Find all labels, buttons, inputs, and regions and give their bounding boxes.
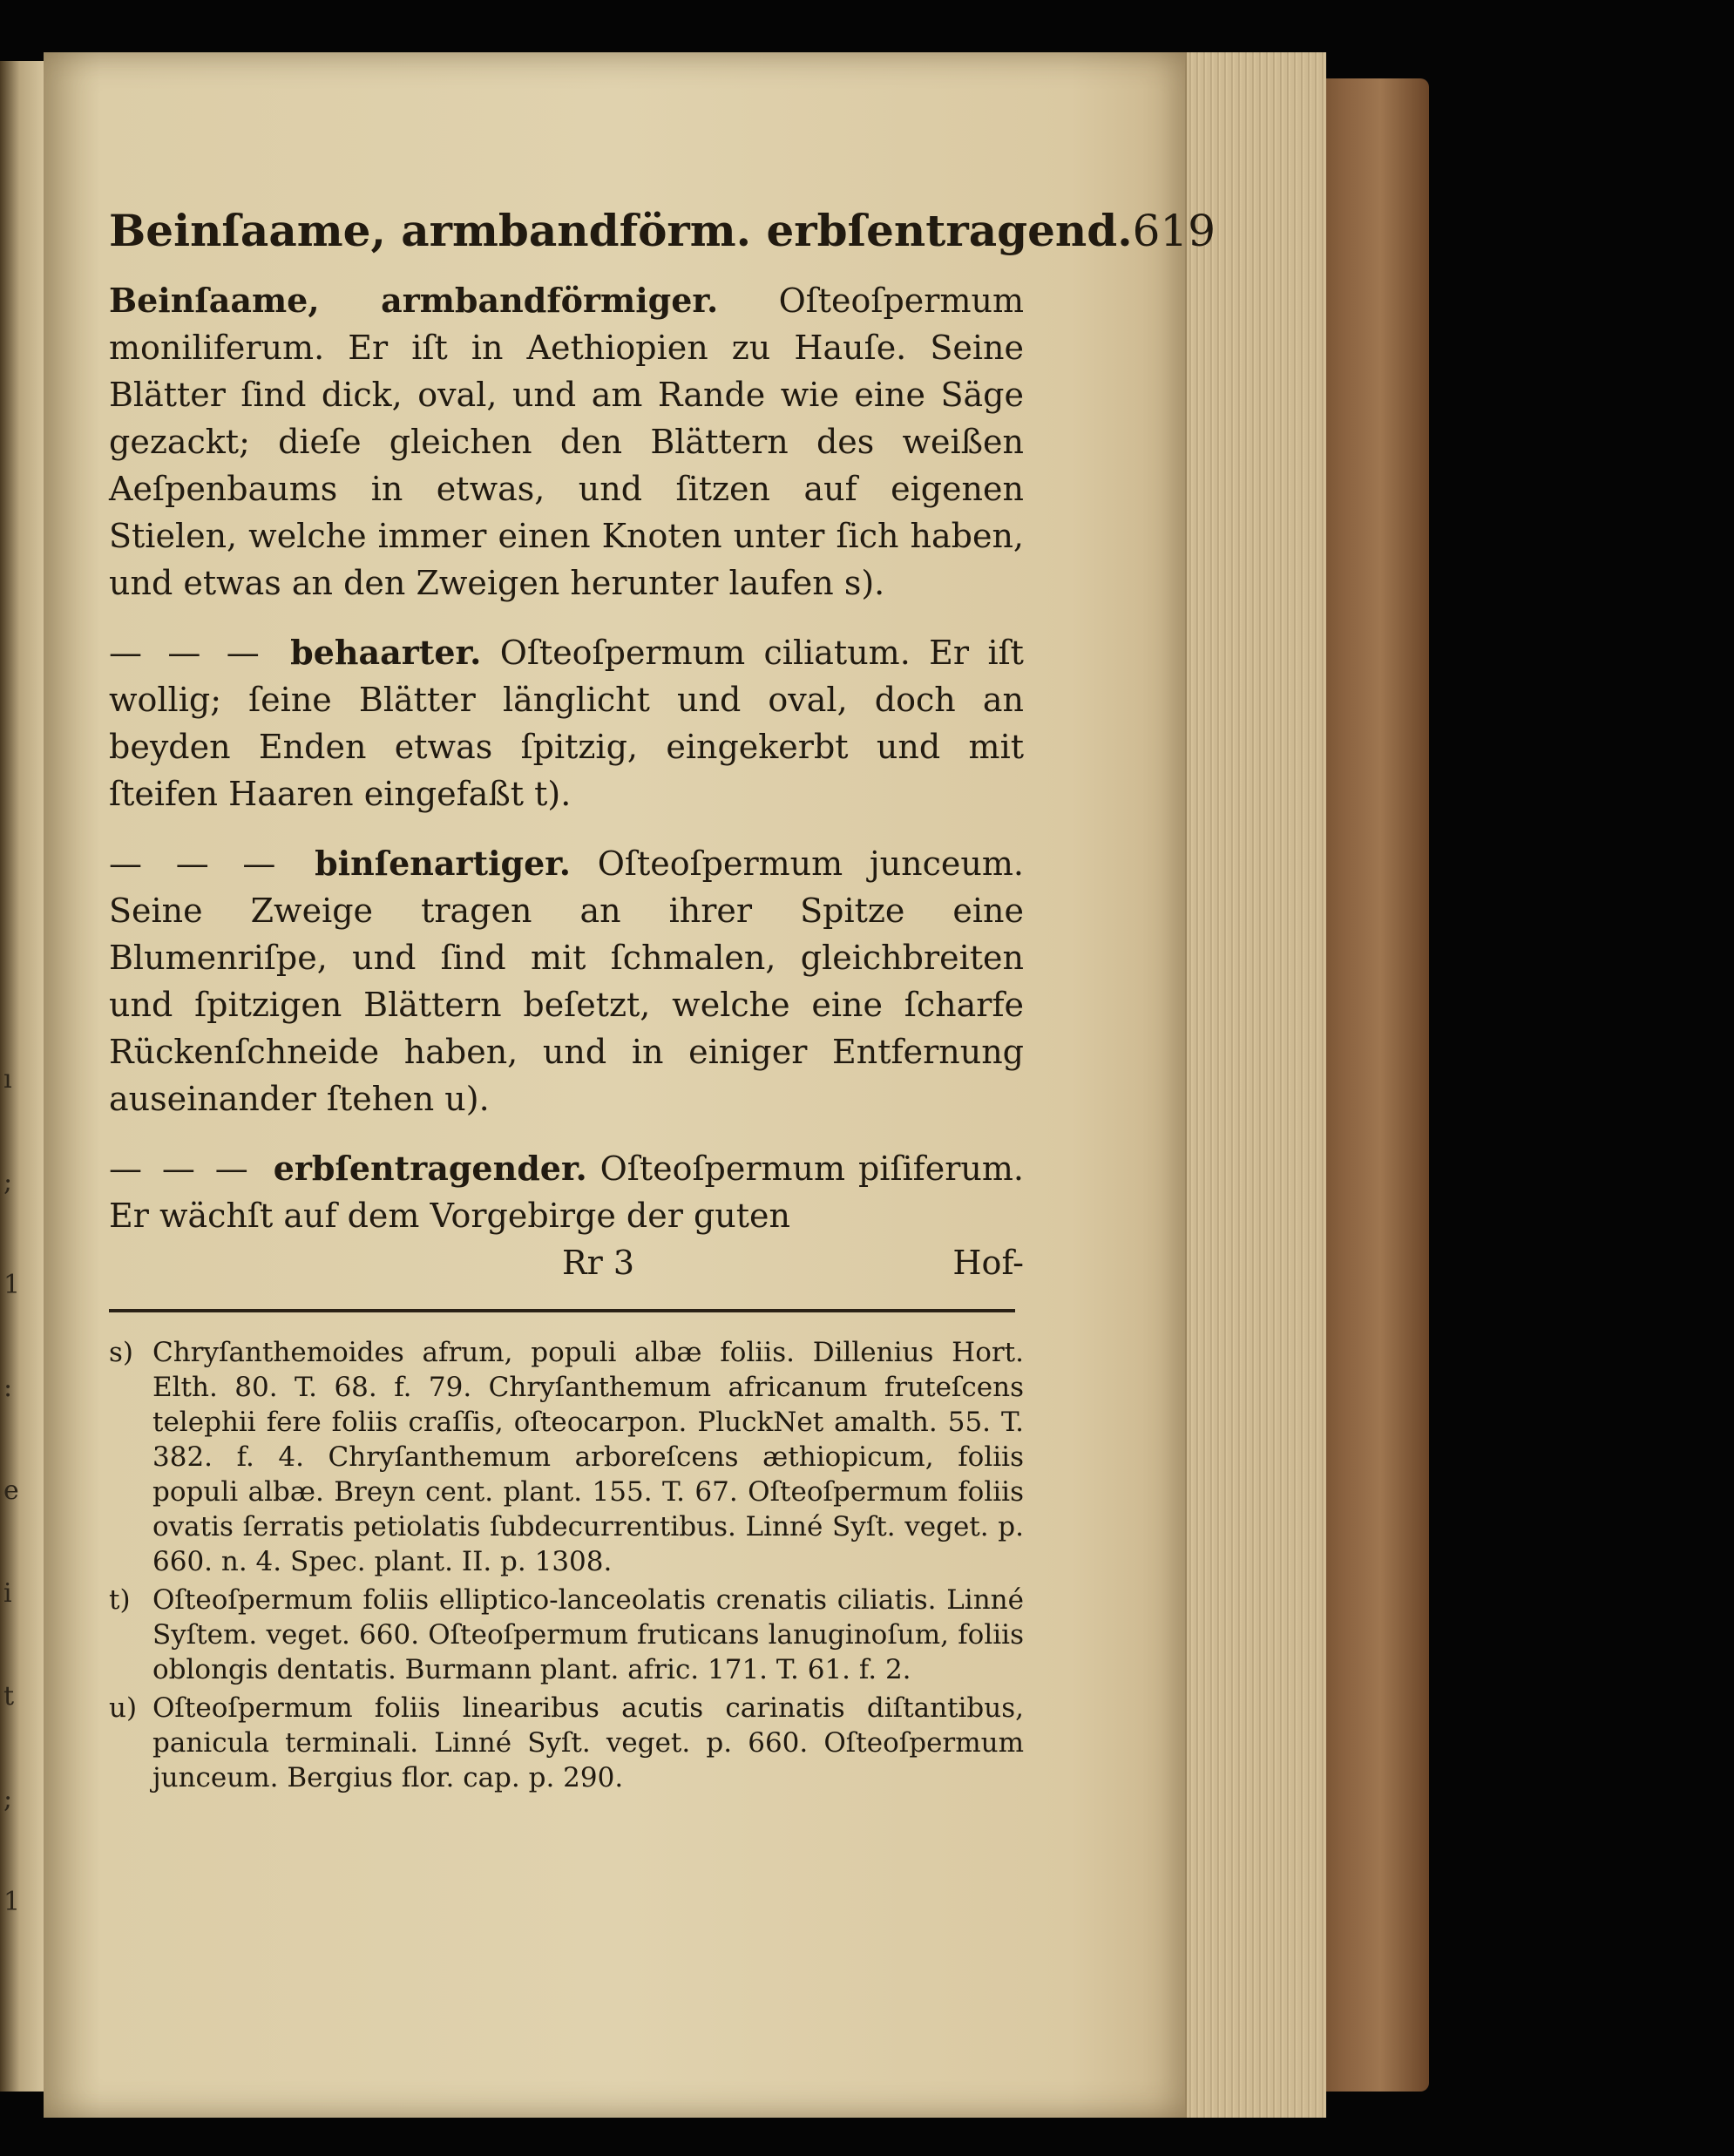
entry-term: binſenartiger. xyxy=(315,844,572,883)
entries xyxy=(109,277,1024,1239)
footnote xyxy=(109,1335,1024,1579)
footnote-text: Chryſanthemoides afrum, populi albæ foliis. Dillenius Hort. Elth. 80. T. 68. f. 79. Chryſanthemum africanum fruteſcens telephii fere foliis craſſis, oſteocarpon. PluckNet amalth. 55. T. 382. f. 4. Chryſanthemum arboreſcens æthiopicum, foliis populi albæ. Breyn cent. plant. 155. T. 67. Oſteoſpermum foliis ovatis ſerratis petiolatis ſubdecurrentibus. Linné Syſt. veget. p. 660. n. 4. Spec. plant. II. p. 1308. xyxy=(152,1337,1024,1577)
entry-dashes: — — — xyxy=(109,1149,252,1188)
entry xyxy=(109,629,1024,817)
running-header xyxy=(109,200,1216,261)
entry xyxy=(109,840,1024,1122)
entry xyxy=(109,1145,1024,1239)
entry-text: Oſteoſpermum ciliatum. Er iſt wollig; ſeine Blätter länglicht und oval, doch an beyden Enden etwas ſpitzig, eingekerbt und mit ſteifen Haaren eingefaßt t). xyxy=(109,634,1024,813)
footnote-mark: u) xyxy=(109,1692,138,1724)
footnote xyxy=(109,1691,1024,1795)
entry-term: Beinſaame, armbandförmiger. xyxy=(109,281,719,320)
entry-term: erbſentragender. xyxy=(273,1149,587,1188)
footnote-text: Oſteoſpermum foliis linearibus acutis carinatis diſtantibus, panicula terminali. Linné Syſt. veget. p. 660. Oſteoſpermum junceum. Bergius flor. cap. p. 290. xyxy=(152,1692,1024,1793)
entry-text: Oſteoſpermum moniliferum. Er iſt in Aethiopien zu Hauſe. Seine Blätter ſind dick, oval, und am Rande wie eine Säge gezackt; dieſe gleichen den Blättern des weißen Aeſpenbaums in etwas, und ſitzen auf eigenen Stielen, welche immer einen Knoten unter ſich haben, und etwas an den Zweigen herunter laufen s). xyxy=(109,281,1024,602)
entry-text: Oſteoſpermum piſiferum. Er wächſt auf dem Vorgebirge der guten xyxy=(109,1149,1024,1235)
footnote-rule xyxy=(109,1309,1015,1312)
header-title: Beinſaame, armbandförm. erbſentragend. xyxy=(109,205,1133,256)
catchword: Hof- xyxy=(952,1244,1024,1282)
entry-dashes: — — — xyxy=(109,844,280,883)
page-number: 619 xyxy=(1132,206,1216,256)
entry xyxy=(109,277,1024,607)
footnotes xyxy=(109,1335,1024,1795)
footnote-text: Oſteoſpermum foliis elliptico-lanceolatis crenatis ciliatis. Linné Syſtem. veget. 660. Oſteoſpermum fruticans lanuginoſum, foliis oblongis dentatis. Burmann plant. afric. 171. T. 61. f. 2. xyxy=(152,1584,1024,1685)
signature-line xyxy=(109,1239,1024,1286)
footnote-mark: t) xyxy=(109,1584,131,1616)
entry-text: Oſteoſpermum junceum. Seine Zweige tragen an ihrer Spitze eine Blumenriſpe, und ſind mit ſchmalen, gleichbreiten und ſpitzigen Blättern beſetzt, welche eine ſcharfe Rückenſchneide haben, und in einiger Entfernung auseinander ſtehen u). xyxy=(109,844,1024,1118)
signature-mark: Rr 3 xyxy=(562,1244,635,1282)
entry-dashes: — — — xyxy=(109,634,263,672)
footnote xyxy=(109,1583,1024,1687)
footnote-mark: s) xyxy=(109,1337,134,1368)
left-margin-marks: ı ; 1 : e i t ; 1 xyxy=(3,1064,21,1917)
page-text xyxy=(109,200,1216,1795)
page-stack xyxy=(1185,52,1326,2118)
entry-term: behaarter. xyxy=(290,633,482,672)
